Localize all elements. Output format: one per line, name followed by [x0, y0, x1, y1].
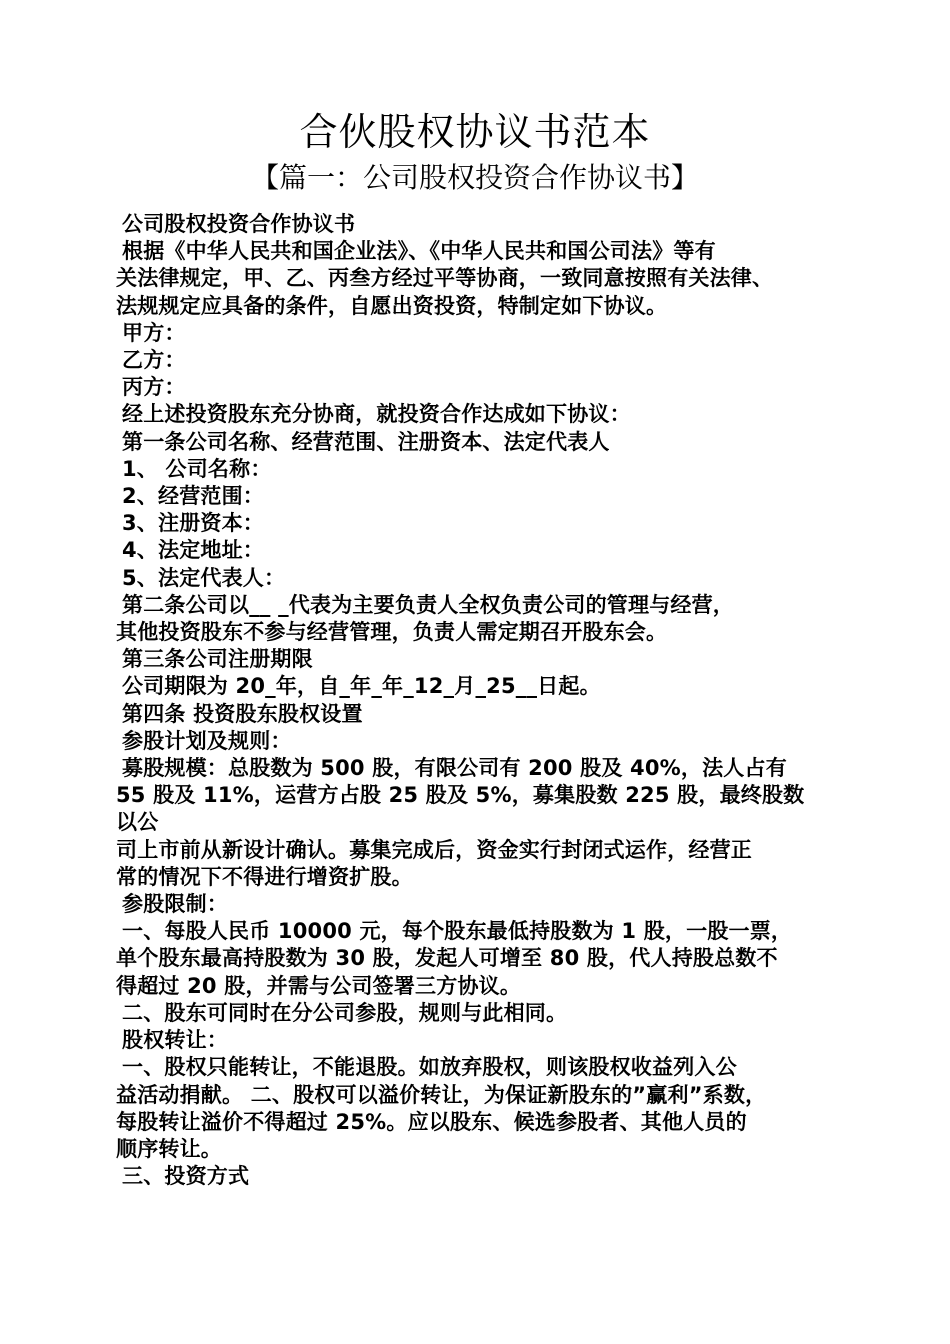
paragraph-line: 55 股及 11%，运营方占股 25 股及 5%，募集股数 225 股，最终股数 [116, 783, 805, 808]
paragraph-line: 公司股权投资合作协议书 [122, 212, 356, 236]
paragraph-line: 甲方： [122, 320, 186, 345]
paragraph-line: 得超过 20 股，并需与公司签署三方协议。 [116, 973, 522, 998]
paragraph-line: 参股限制： [122, 892, 228, 917]
paragraph-line: 三、投资方式 [122, 1164, 250, 1189]
paragraph-line: 第二条公司以__ _代表为主要负责人全权负责公司的管理与经营， [122, 592, 735, 617]
paragraph-line: 顺序转让。 [116, 1136, 222, 1161]
paragraph-line: 2、经营范围： [122, 484, 265, 509]
paragraph-line: 参股计划及规则： [122, 728, 292, 753]
paragraph-line: 一、股权只能转让，不能退股。如放弃股权，则该股权收益列入公 [122, 1055, 737, 1080]
paragraph-line: 第四条 投资股东股权设置 [122, 701, 363, 726]
paragraph-line: 5、法定代表人： [122, 565, 286, 590]
paragraph-line: 1、 公司名称： [122, 456, 272, 481]
paragraph-line: 丙方： [122, 375, 186, 400]
paragraph-line: 第一条公司名称、经营范围、注册资本、法定代表人 [122, 429, 610, 454]
document-body [116, 211, 846, 1190]
paragraph-line: 募股规模：总股数为 500 股，有限公司有 200 股及 40%，法人占有 [122, 756, 787, 781]
paragraph-line: 每股转让溢价不得超过 25%。应以股东、候选参股者、其他人员的 [116, 1109, 747, 1134]
paragraph-line: 经上述投资股东充分协商，就投资合作达成如下协议： [122, 402, 631, 427]
paragraph-line: 一、每股人民币 10000 元，每个股东最低持股数为 1 股，一股一票， [122, 919, 793, 944]
paragraph-line: 关法律规定，甲、乙、丙叁方经过平等协商，一致同意按照有关法律、 [116, 266, 774, 291]
paragraph-line: 司上市前从新设计确认。募集完成后，资金实行封闭式运作，经营正 [116, 837, 752, 862]
paragraph-line: 公司期限为 20_年，自_年_年_12_月_25__日起。 [122, 674, 601, 699]
paragraph-line: 法规规定应具备的条件，自愿出资投资，特制定如下协议。 [116, 293, 668, 318]
paragraph-line: 单个股东最高持股数为 30 股，发起人可增至 80 股，代人持股总数不 [116, 946, 778, 971]
document-title: 合伙股权协议书范本 [299, 110, 651, 154]
paragraph-line: 常的情况下不得进行增资扩股。 [116, 864, 413, 889]
paragraph-line: 益活动捐献。 二、股权可以溢价转让，为保证新股东的”赢利”系数， [116, 1082, 767, 1107]
paragraph-line: 股权转让： [122, 1028, 228, 1053]
document-subtitle: 【篇一：公司股权投资合作协议书】 [250, 161, 699, 194]
paragraph-line: 第三条公司注册期限 [122, 647, 313, 672]
paragraph-line: 3、注册资本： [122, 511, 265, 536]
paragraph-line: 根据《中华人民共和国企业法》、《中华人民共和国公司法》等有 [122, 239, 716, 264]
paragraph-line: 二、股东可同时在分公司参股，规则与此相同。 [122, 1000, 568, 1025]
paragraph-line: 以公 [116, 810, 159, 835]
paragraph-line: 其他投资股东不参与经营管理，负责人需定期召开股东会。 [116, 620, 668, 645]
paragraph-line: 乙方： [122, 348, 186, 373]
paragraph-line: 4、法定地址： [122, 538, 265, 563]
